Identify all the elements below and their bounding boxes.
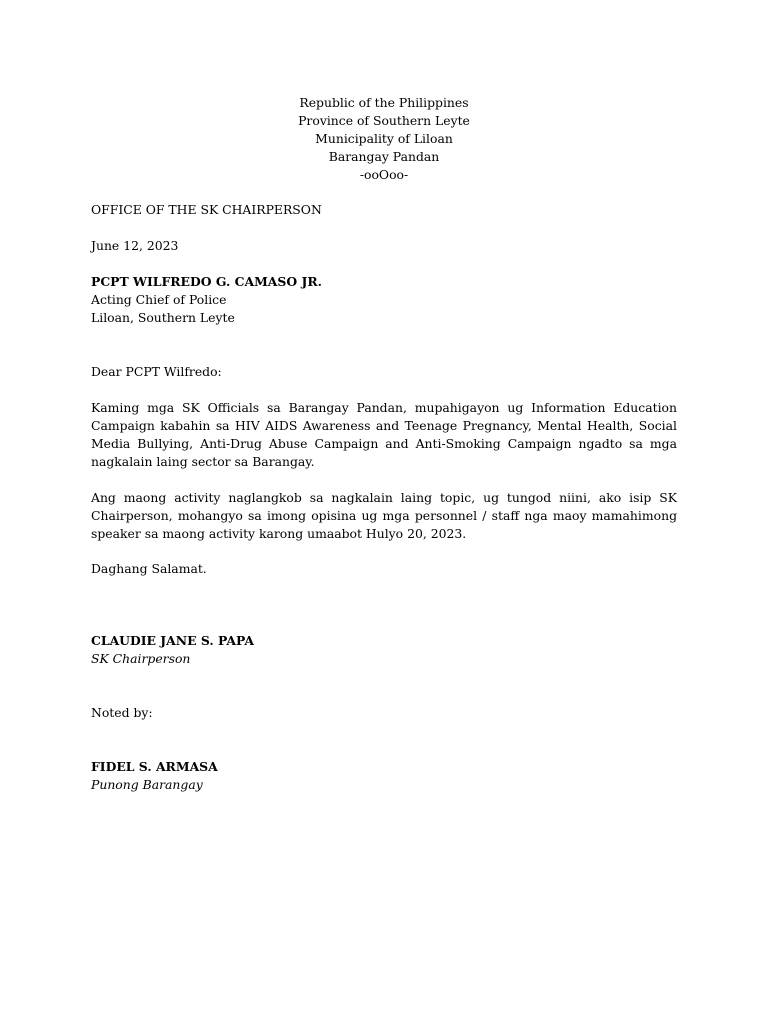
recipient-block [91, 273, 677, 327]
office-name: OFFICE OF THE SK CHAIRPERSON [91, 202, 322, 217]
paragraph-text: Ang maong activity naglangkob sa nagkalain laing topic, ug tungod niini, ako isip SK Chairperson, mohangyo sa imong opisina ug mga personnel / staff nga maoy mamahimong speaker sa maong activity karong umaabot Hulyo 20, 2023. [91, 490, 677, 541]
recipient-name: PCPT WILFREDO G. CAMASO JR. [91, 274, 322, 289]
office-line [91, 201, 677, 219]
noter-name: FIDEL S. ARMASA [91, 759, 218, 774]
letterhead [0, 94, 768, 184]
letterhead-ornament: -ooOoo- [359, 167, 409, 182]
letterhead-municipality: Municipality of Liloan [315, 131, 453, 146]
salutation: Dear PCPT Wilfredo: [91, 364, 222, 379]
letterhead-barangay: Barangay Pandan [328, 149, 440, 164]
date-line [91, 237, 677, 255]
body-paragraph-2 [91, 489, 677, 543]
signatory-block [91, 632, 677, 668]
noted-by-line [91, 704, 677, 722]
noted-by-label: Noted by: [91, 705, 153, 720]
letterhead-province: Province of Southern Leyte [298, 113, 470, 128]
salutation-line [91, 363, 677, 381]
closing-line [91, 560, 677, 578]
paragraph-text: Kaming mga SK Officials sa Barangay Pandan, mupahigayon ug Information Education Campaign kabahin sa HIV AIDS Awareness and Teenage Pregnancy, Mental Health, Social Media Bullying, Anti-Drug Abuse Campaign and Anti-Smoking Campaign ngadto sa mga nagkalain laing sector sa Barangay. [91, 400, 677, 469]
body-paragraph-1 [91, 399, 677, 471]
letter-date: June 12, 2023 [91, 238, 179, 253]
letterhead-republic: Republic of the Philippines [299, 95, 469, 110]
closing: Daghang Salamat. [91, 561, 207, 576]
recipient-location: Liloan, Southern Leyte [91, 310, 235, 325]
recipient-title: Acting Chief of Police [91, 292, 227, 307]
signatory-name: CLAUDIE JANE S. PAPA [91, 633, 255, 648]
signatory-title: SK Chairperson [91, 651, 191, 666]
noter-title: Punong Barangay [91, 777, 203, 792]
noter-block [91, 758, 677, 794]
